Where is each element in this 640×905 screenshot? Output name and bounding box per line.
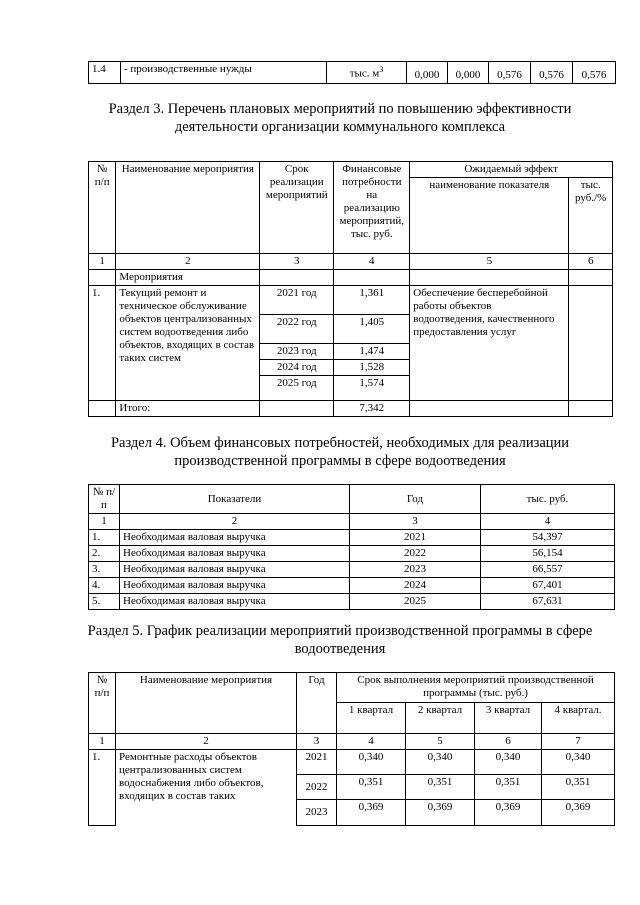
effect-text: Обеспечение бесперебойной работы объектов водоотведения, качественного предоставления услуг	[410, 286, 569, 401]
header-indicator: наименование показателя	[410, 178, 569, 254]
header-name: Наименование мероприятия	[116, 162, 260, 254]
col-number: 5	[410, 254, 569, 270]
header-term: Срок реализации мероприятий	[260, 162, 334, 254]
header-quarter: 3 квартал	[475, 703, 542, 734]
table-row	[89, 594, 615, 610]
total-value: 7,342	[334, 401, 410, 417]
row-amount: 56,154	[481, 546, 615, 562]
quarter-value: 0,369	[542, 800, 615, 826]
row-name: Необходимая валовая выручка	[120, 594, 350, 610]
col-number: 6	[569, 254, 613, 270]
header-quarter: 2 квартал	[406, 703, 475, 734]
item-num: 1.	[89, 286, 116, 401]
amount-cell: 1,405	[334, 315, 410, 344]
amount-cell: 1,574	[334, 376, 410, 401]
header-year: Год	[297, 673, 337, 734]
header-num: № п/п	[89, 485, 120, 514]
col-number: 1	[89, 734, 116, 750]
col-number: 2	[120, 514, 350, 530]
section3-title: Раздел 3. Перечень плановых мероприятий по повышению эффективности деятельности организации коммунального комплекса	[108, 101, 572, 135]
col-number: 2	[116, 734, 297, 750]
quarter-value: 0,351	[475, 775, 542, 800]
row-name: Необходимая валовая выручка	[120, 530, 350, 546]
header-quarter: 1 квартал	[337, 703, 406, 734]
col-number: 4	[334, 254, 410, 270]
value-cell: 0,000	[448, 62, 489, 84]
row-year: 2025	[350, 594, 481, 610]
col-number: 4	[337, 734, 406, 750]
section4-title: Раздел 4. Объем финансовых потребностей, необходимых для реализации производственной программы в сфере водоотведения	[110, 435, 570, 469]
table-row	[89, 546, 615, 562]
row-year: 2023	[297, 800, 337, 826]
header-name: Наименование мероприятия	[116, 673, 297, 734]
quarter-value: 0,351	[542, 775, 615, 800]
quarter-value: 0,369	[406, 800, 475, 826]
term-year: 2025 год	[260, 376, 334, 401]
value-cell: 0,576	[531, 62, 573, 84]
term-year: 2024 год	[260, 360, 334, 376]
value-cell: 0,000	[407, 62, 448, 84]
header-unit: тыс. руб./%	[569, 178, 613, 254]
header-schedule: Срок выполнения мероприятий производственной программы (тыс. руб.)	[337, 673, 615, 703]
row-year: 2022	[297, 775, 337, 800]
amount-cell: 1,528	[334, 360, 410, 376]
quarter-value: 0,351	[406, 775, 475, 800]
col-number: 2	[116, 254, 260, 270]
section5-title: Раздел 5. График реализации мероприятий производственной программы в сфере водоотведения	[87, 623, 593, 657]
row-year: 2024	[350, 578, 481, 594]
amount-cell: 1,361	[334, 286, 410, 315]
row-year: 2021	[297, 750, 337, 775]
item-num: 1.	[89, 750, 116, 826]
table-row	[89, 750, 615, 775]
row-name: Необходимая валовая выручка	[120, 562, 350, 578]
row-num: 2.	[89, 546, 120, 562]
row-year: 2022	[350, 546, 481, 562]
row-amount: 54,397	[481, 530, 615, 546]
row-unit: тыс. $м^3$	[327, 62, 407, 84]
header-num: № п/п	[89, 673, 116, 734]
total-label: Итого:	[116, 401, 260, 417]
quarter-value: 0,369	[475, 800, 542, 826]
row-amount: 67,631	[481, 594, 615, 610]
header-indicator: Показатели	[120, 485, 350, 514]
header-num: № п/п	[89, 162, 116, 254]
col-number: 1	[89, 514, 120, 530]
col-number: 4	[481, 514, 615, 530]
row-num: 1.	[89, 530, 120, 546]
row-num: 1.4	[89, 62, 121, 84]
row-name: Необходимая валовая выручка	[120, 578, 350, 594]
value-cell: 0,576	[573, 62, 616, 84]
amount-cell: 1,474	[334, 344, 410, 360]
row-year: 2021	[350, 530, 481, 546]
col-number: 1	[89, 254, 116, 270]
row-amount: 66,557	[481, 562, 615, 578]
header-effect: Ожидаемый эффект	[410, 162, 613, 178]
table-row	[89, 530, 615, 546]
row-name: - производственные нужды	[121, 62, 327, 84]
value-cell: 0,576	[489, 62, 531, 84]
col-number: 3	[297, 734, 337, 750]
section5-table	[88, 672, 615, 826]
row-num: 5.	[89, 594, 120, 610]
col-number: 5	[406, 734, 475, 750]
section4-table	[88, 484, 615, 610]
row-name: Необходимая валовая выручка	[120, 546, 350, 562]
item-name: Текущий ремонт и техническое обслуживание объектов централизованных систем водоотведения либо объектов, входящих в состав таких систем	[116, 286, 260, 401]
term-year: 2022 год	[260, 315, 334, 344]
quarter-value: 0,351	[337, 775, 406, 800]
item-name: Ремонтные расходы объектов централизованных систем водоснабжения либо объектов, входящих в состав таких	[116, 750, 297, 826]
table-row	[89, 562, 615, 578]
row-num: 4.	[89, 578, 120, 594]
row-year: 2023	[350, 562, 481, 578]
quarter-value: 0,340	[475, 750, 542, 775]
quarter-value: 0,340	[406, 750, 475, 775]
quarter-value: 0,340	[542, 750, 615, 775]
quarter-value: 0,369	[337, 800, 406, 826]
header-amount: тыс. руб.	[481, 485, 615, 514]
prev-table-row	[88, 61, 616, 84]
header-year: Год	[350, 485, 481, 514]
quarter-value: 0,340	[337, 750, 406, 775]
header-finance: Финансовые потребности на реализацию мероприятий, тыс. руб.	[334, 162, 410, 254]
col-number: 3	[350, 514, 481, 530]
term-year: 2021 год	[260, 286, 334, 315]
section3-table	[88, 161, 613, 417]
col-number: 3	[260, 254, 334, 270]
term-year: 2023 год	[260, 344, 334, 360]
row-amount: 67,401	[481, 578, 615, 594]
col-number: 7	[542, 734, 615, 750]
table-row	[89, 578, 615, 594]
col-number: 6	[475, 734, 542, 750]
header-quarter: 4 квартал.	[542, 703, 615, 734]
row-num: 3.	[89, 562, 120, 578]
group-label: Мероприятия	[116, 270, 260, 286]
